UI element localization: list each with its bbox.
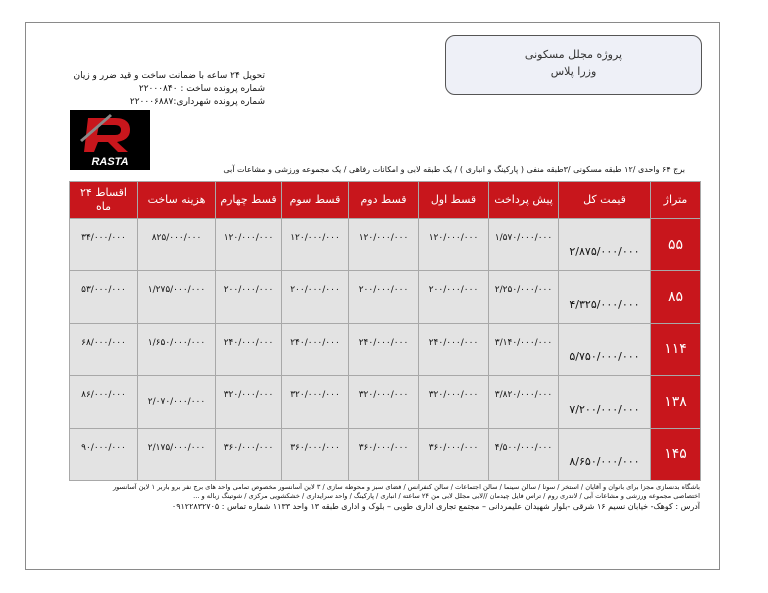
- header-installment-4: قسط چهارم: [216, 182, 282, 219]
- cell-prepayment: ۳/۱۴۰/۰۰۰/۰۰۰: [489, 323, 559, 375]
- cell-build-cost: ۱/۶۵۰/۰۰۰/۰۰۰: [138, 323, 216, 375]
- cell-monthly-24: ۵۳/۰۰۰/۰۰۰: [70, 271, 138, 323]
- cell-build-cost: ۲/۱۷۵/۰۰۰/۰۰۰: [138, 428, 216, 480]
- header-area: متراژ: [651, 182, 701, 219]
- cell-total-price: ۸/۶۵۰/۰۰۰/۰۰۰: [559, 428, 651, 480]
- amenities-line-1: باشگاه بدنسازی مجزا برای بانوان و آقایان / استخر / سونا / سالن سینما / سالن اجتماعات / سالن کنفرانس / فضای سبز و محوطه سازی / ۳ لاین آسانسور مخصوص تمامی واحد های برج نفر برو باربر ۱ لاین آسانسور: [112, 483, 700, 491]
- build-permit: شماره پرونده ساخت : ۲۲۰۰۰۸۴۰: [138, 84, 265, 94]
- cell-total-price: ۷/۲۰۰/۰۰۰/۰۰۰: [559, 376, 651, 428]
- cell-installment-4: ۱۲۰/۰۰۰/۰۰۰: [216, 219, 282, 271]
- cell-installment-3: ۱۲۰/۰۰۰/۰۰۰: [282, 219, 349, 271]
- cell-installment-1: ۲۴۰/۰۰۰/۰۰۰: [419, 323, 489, 375]
- cell-installment-1: ۳۲۰/۰۰۰/۰۰۰: [419, 376, 489, 428]
- cell-installment-2: ۱۲۰/۰۰۰/۰۰۰: [349, 219, 419, 271]
- header-installment-2: قسط دوم: [349, 182, 419, 219]
- cell-prepayment: ۴/۵۰۰/۰۰۰/۰۰۰: [489, 428, 559, 480]
- cell-area: ۱۱۴: [651, 323, 701, 375]
- cell-installment-4: ۲۴۰/۰۰۰/۰۰۰: [216, 323, 282, 375]
- project-name: وزرا پلاس: [550, 65, 597, 78]
- project-info: [70, 70, 265, 109]
- project-description: برج ۶۴ واحدی /۱۲ طبقه مسکونی /۳طبقه منفی ( پارکینگ و انباری ) / یک طبقه لابی و امکانات رفاهی / یک مجموعه ورزشی و مشاعات آبی: [223, 165, 685, 174]
- cell-installment-1: ۱۲۰/۰۰۰/۰۰۰: [419, 219, 489, 271]
- cell-prepayment: ۳/۸۲۰/۰۰۰/۰۰۰: [489, 376, 559, 428]
- cell-installment-3: ۲۰۰/۰۰۰/۰۰۰: [282, 271, 349, 323]
- header-installment-1: قسط اول: [419, 182, 489, 219]
- cell-installment-2: ۲۰۰/۰۰۰/۰۰۰: [349, 271, 419, 323]
- cell-installment-2: ۳۶۰/۰۰۰/۰۰۰: [349, 428, 419, 480]
- cell-total-price: ۵/۷۵۰/۰۰۰/۰۰۰: [559, 323, 651, 375]
- project-type: پروژه مجلل مسکونی: [524, 48, 623, 61]
- table-row: [70, 428, 701, 480]
- cell-installment-3: ۲۴۰/۰۰۰/۰۰۰: [282, 323, 349, 375]
- cell-area: ۸۵: [651, 271, 701, 323]
- amenities-line-2: اختصاصی مجموعه ورزشی و مشاعات آبی / لاندری روم / تراس فایل چیدمان //لابی مجلل لابی من ۲۴ ساعته / انباری / پارکینگ / واحد سرایداری / خشکشویی مرکزی / شوتینگ زباله و ...: [193, 492, 700, 500]
- table-row: [70, 271, 701, 323]
- cell-installment-3: ۳۶۰/۰۰۰/۰۰۰: [282, 428, 349, 480]
- rasta-logo-icon: [70, 110, 150, 170]
- delivery-note: تحویل ۲۴ ساعه با ضمانت ساخت و قید ضرر و زیان: [73, 71, 265, 81]
- footer-notes: [70, 483, 700, 512]
- cell-build-cost: ۱/۲۷۵/۰۰۰/۰۰۰: [138, 271, 216, 323]
- address-line: آدرس : کوهک- خیابان نسیم ۱۶ شرقی -بلوار شهیدان علیمردانی – مجتمع تجاری اداری طوبی – بلوک و اداری طبقه ۱۳ واحد ۱۱۳۳ شماره تماس : ۰۹۱۲۲۸۳۲۷۰۵: [171, 502, 700, 511]
- header-monthly-24: اقساط ۲۴ ماه: [70, 182, 138, 219]
- cell-installment-2: ۲۴۰/۰۰۰/۰۰۰: [349, 323, 419, 375]
- header-installment-3: قسط سوم: [282, 182, 349, 219]
- cell-build-cost: ۲/۰۷۰/۰۰۰/۰۰۰: [138, 376, 216, 428]
- cell-installment-1: ۳۶۰/۰۰۰/۰۰۰: [419, 428, 489, 480]
- cell-monthly-24: ۶۸/۰۰۰/۰۰۰: [70, 323, 138, 375]
- table-header-row: [70, 182, 701, 219]
- price-table: [69, 181, 701, 481]
- header-build-cost: هزینه ساخت: [138, 182, 216, 219]
- cell-monthly-24: ۸۶/۰۰۰/۰۰۰: [70, 376, 138, 428]
- logo-text: RASTA: [91, 156, 129, 168]
- cell-installment-2: ۳۲۰/۰۰۰/۰۰۰: [349, 376, 419, 428]
- project-title-box: [445, 35, 702, 95]
- header-prepayment: پیش پرداخت: [489, 182, 559, 219]
- cell-prepayment: ۲/۲۵۰/۰۰۰/۰۰۰: [489, 271, 559, 323]
- cell-total-price: ۲/۸۷۵/۰۰۰/۰۰۰: [559, 219, 651, 271]
- municipality-file: شماره پرونده شهرداری:۲۲۰۰۰۶۸۸۷: [129, 97, 265, 107]
- cell-installment-4: ۳۲۰/۰۰۰/۰۰۰: [216, 376, 282, 428]
- rasta-logo: [70, 110, 150, 170]
- cell-installment-4: ۲۰۰/۰۰۰/۰۰۰: [216, 271, 282, 323]
- cell-installment-1: ۲۰۰/۰۰۰/۰۰۰: [419, 271, 489, 323]
- cell-monthly-24: ۳۴/۰۰۰/۰۰۰: [70, 219, 138, 271]
- cell-prepayment: ۱/۵۷۰/۰۰۰/۰۰۰: [489, 219, 559, 271]
- cell-build-cost: ۸۲۵/۰۰۰/۰۰۰: [138, 219, 216, 271]
- table-row: [70, 376, 701, 428]
- cell-area: ۵۵: [651, 219, 701, 271]
- table-row: [70, 219, 701, 271]
- cell-total-price: ۴/۳۲۵/۰۰۰/۰۰۰: [559, 271, 651, 323]
- header-total-price: قیمت کل: [559, 182, 651, 219]
- table-row: [70, 323, 701, 375]
- cell-installment-4: ۳۶۰/۰۰۰/۰۰۰: [216, 428, 282, 480]
- cell-installment-3: ۳۲۰/۰۰۰/۰۰۰: [282, 376, 349, 428]
- cell-area: ۱۳۸: [651, 376, 701, 428]
- cell-area: ۱۴۵: [651, 428, 701, 480]
- cell-monthly-24: ۹۰/۰۰۰/۰۰۰: [70, 428, 138, 480]
